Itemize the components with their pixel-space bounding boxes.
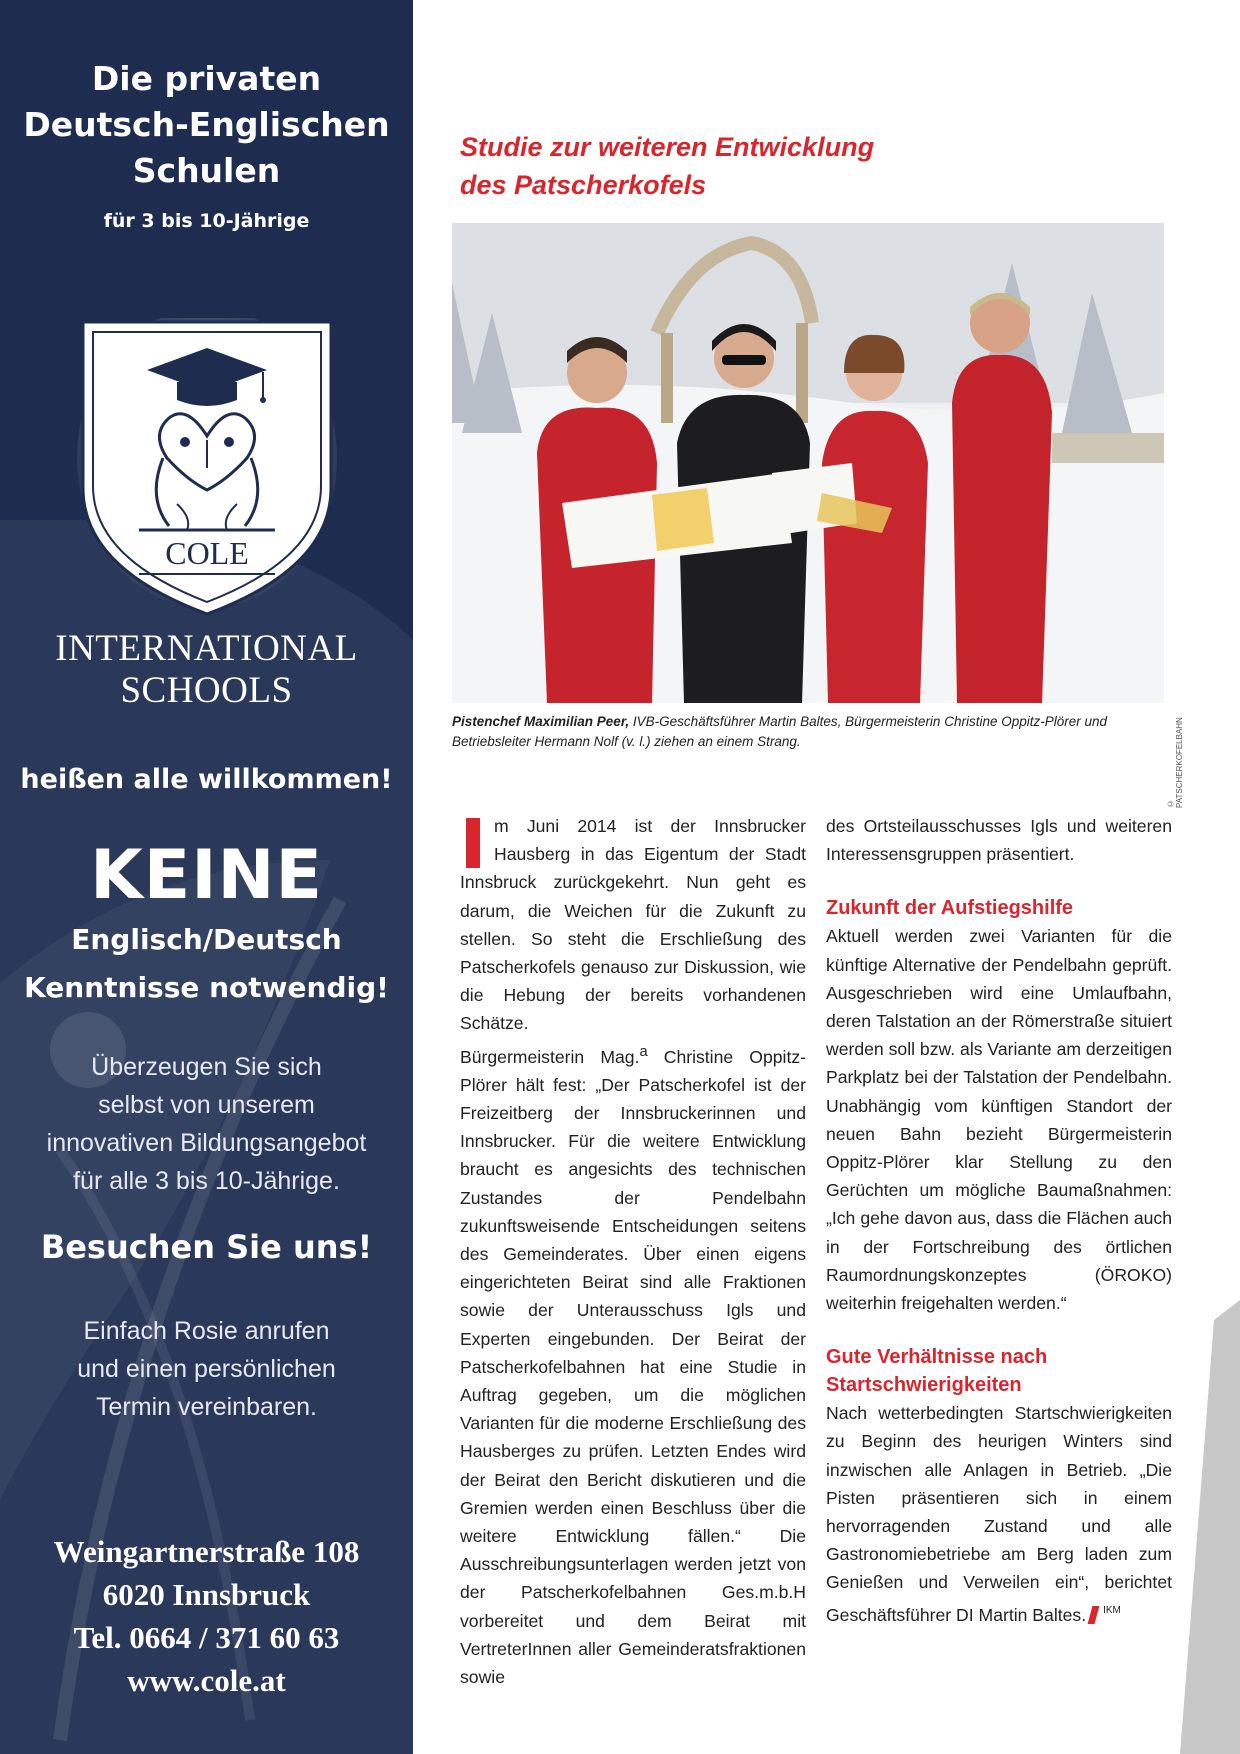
ad-kenntnisse-line: Kenntnisse notwendig! — [24, 971, 389, 1004]
article-photo — [452, 223, 1164, 703]
ad-ueberzeugen-line: selbst von unserem — [98, 1091, 315, 1119]
spacer — [826, 868, 1172, 894]
author-signoff: IKM — [1103, 1604, 1121, 1616]
article-column-left — [460, 812, 806, 1691]
photo-credit: © PATSCHERKOFELBAHN — [1166, 717, 1184, 808]
ad-besuchen: Besuchen Sie uns! — [40, 1228, 373, 1266]
cole-ad-sidebar — [0, 0, 413, 1754]
logo-text: COLE — [165, 535, 249, 571]
spacer — [826, 1317, 1172, 1343]
ad-ueberzeugen-line: Überzeugen Sie sich — [91, 1053, 322, 1081]
ad-title-line: Deutsch-Englischen — [23, 105, 390, 144]
ad-address — [0, 1530, 413, 1702]
ad-age-range: für 3 bis 10-Jährige — [103, 210, 310, 232]
ad-intl-line: INTERNATIONAL — [55, 628, 358, 669]
article-paragraph — [826, 1399, 1172, 1629]
ad-rosie-line: Einfach Rosie anrufen — [83, 1317, 330, 1345]
ad-street: Weingartnerstraße 108 — [53, 1534, 360, 1569]
ad-website-link[interactable]: www.cole.at — [127, 1663, 286, 1698]
ad-rosie — [0, 1312, 413, 1426]
article-heading-line: des Patscherkofels — [460, 170, 707, 200]
subheading-verhaeltnisse — [826, 1343, 1172, 1399]
ad-ueberzeugen-line: für alle 3 bis 10-Jährige. — [73, 1167, 340, 1195]
dropcap-i-mark — [466, 818, 480, 868]
ad-international-schools — [0, 628, 413, 712]
article-paragraph — [460, 1038, 806, 1692]
article-heading-line: Studie zur weiteren Entwicklung — [460, 132, 875, 162]
article-column-right — [826, 812, 1172, 1629]
ad-rosie-line: und einen persönlichen — [77, 1355, 336, 1383]
para2-superscript: a — [639, 1043, 648, 1060]
ad-title-line: Schulen — [132, 151, 281, 190]
ad-kenntnisse — [0, 916, 413, 1012]
ad-intl-line: SCHOOLS — [120, 670, 293, 711]
final-paragraph-text: Nach wetterbedingten Startschwierigkeiten zu Beginn des heurigen Winters sind inzwischen alle Anlagen in Betrieb. „Die Pisten präsentieren sich in einem hervorragenden Zustand und alle Gastronomiebetriebe am Berg laden zum Genießen und Verweilen ein“, berichtet Geschäftsführer DI Martin Baltes. — [826, 1403, 1172, 1625]
caption-rest: IVB-Geschäftsführer Martin Baltes, Bürgermeisterin Christine Oppitz-Plörer und Betriebsleiter Hermann Nolf (v. l.) ziehen an einem Strang. — [452, 714, 1108, 749]
caption-bold: Pistenchef Maximilian Peer, — [452, 714, 630, 729]
ad-welcome: heißen alle willkommen! — [20, 764, 393, 795]
ad-keine: KEINE — [90, 836, 323, 915]
para2-start: Bürgermeisterin Mag. — [460, 1046, 640, 1067]
subheading-line: Gute Verhältnisse nach — [826, 1346, 1048, 1369]
subheading-line: Startschwierigkeiten — [826, 1374, 1022, 1397]
para2-rest: Christine Oppitz-Plörer hält fest: „Der Patscherkofel ist der Freizeitberg der Innsbruckerinnen und Innsbrucker. Für die weitere Entwicklung braucht es angesichts des technischen Zustandes der Pendelbahn zukunftsweisende Entscheidungen seitens des Gemeinderates. Über einen eigens eingerichteten Beirat sind alle Fraktionen sowie der Unterausschuss Igls und Experten eingebunden. Der Beirat der Patscherkofelbahnen hat eine Studie in Auftrag gegeben, um die möglichen Varianten für die moderne Erschließung des Hausberges zu prüfen. Letzten Endes wird der Beirat den Bericht diskutieren und die Gremien werden einen Beschluss über die weitere Entwicklung fällen.“ Die Ausschreibungsunterlagen werden jetzt von der Patscherkofelbahnen Ges.m.b.H vorbereitet und dem Beirat mit VertreterInnen aller Gemeinderatsfraktionen sowie — [460, 1046, 806, 1687]
ad-rosie-line: Termin vereinbaren. — [96, 1393, 317, 1421]
photo-caption — [452, 712, 1152, 752]
decorative-gray-wedge — [1180, 1300, 1240, 1754]
article-paragraph: des Ortsteilausschusses Igls und weiteren Interessensgruppen präsentiert. — [826, 816, 1172, 865]
ad-kenntnisse-line: Englisch/Deutsch — [71, 923, 342, 956]
end-mark-icon — [1088, 1606, 1100, 1624]
cole-owl-shield-logo — [77, 318, 337, 618]
article-paragraph: m Juni 2014 ist der Innsbrucker Hausberg in das Eigentum der Stadt Innsbruck zurückgekehrt. Nun geht es darum, die Weichen für die Zukunft zu stellen. So steht die Erschließung des Patscherkofels genauso zur Diskussion, wie die Hebung der bereits vorhandenen Schätze. — [460, 816, 806, 1034]
ad-ueberzeugen-line: innovativen Bildungsangebot — [46, 1129, 367, 1157]
article-heading — [460, 128, 1160, 204]
ad-ueberzeugen — [0, 1048, 413, 1200]
subheading-aufstiegshilfe: Zukunft der Aufstiegshilfe — [826, 897, 1074, 920]
article-paragraph: Aktuell werden zwei Varianten für die künftige Alternative der Pendelbahn geprüft. Ausgeschrieben wird eine Umlaufbahn, deren Talstation an der Römerstraße situiert werden soll bzw. als Variante am derzeitigen Parkplatz bei der Talstation der Pendelbahn. Unabhängig vom künftigen Standort der neuen Bahn bezieht Bürgermeisterin Oppitz-Plörer klar Stellung zu den Gerüchten um mögliche Baumaßnahmen: „Ich gehe davon aus, dass die Flächen auch in der Fortschreibung des örtlichen Raumordnungskonzeptes (ÖROKO) weiterhin freigehalten werden.“ — [826, 926, 1172, 1314]
ad-phone: Tel. 0664 / 371 60 63 — [73, 1620, 340, 1655]
ad-title-line: Die privaten — [91, 59, 322, 98]
ad-city: 6020 Innsbruck — [102, 1577, 311, 1612]
ad-title — [0, 56, 413, 194]
